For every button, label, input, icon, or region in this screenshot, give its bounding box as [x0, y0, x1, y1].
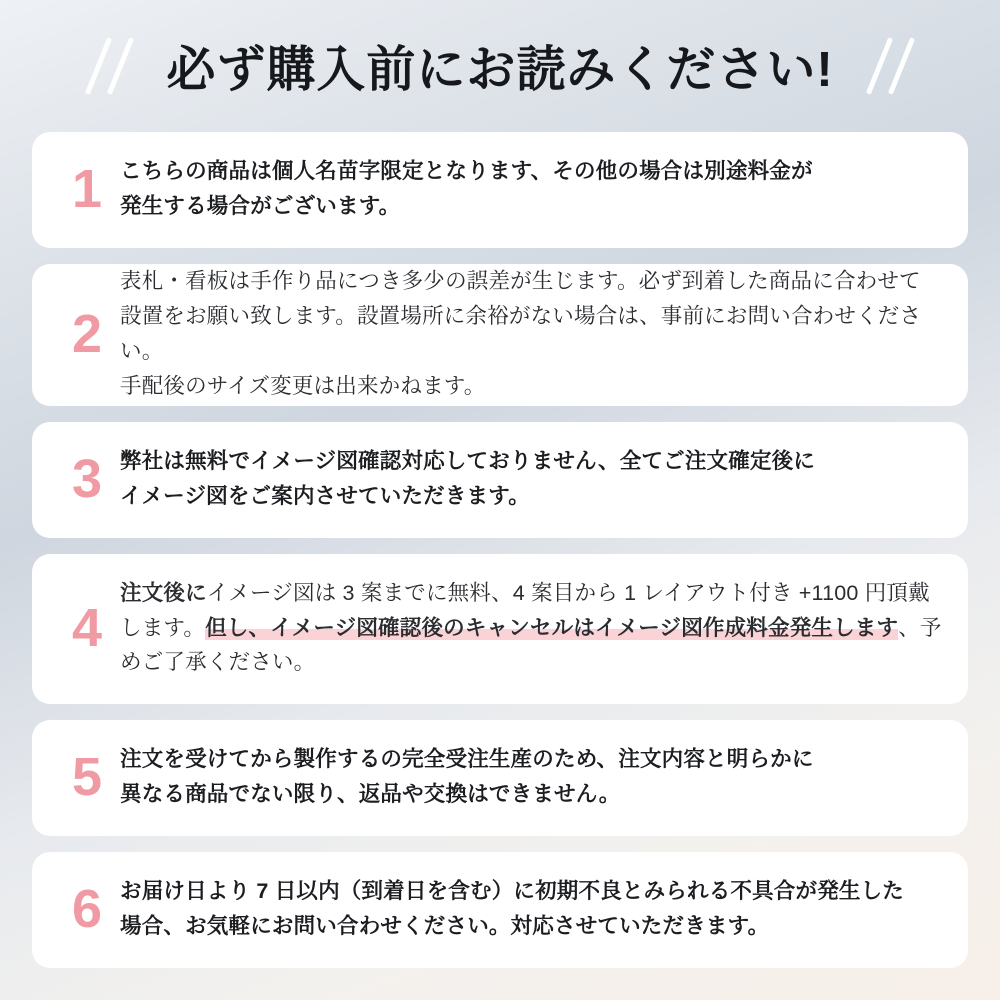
item-number: 4: [71, 598, 103, 658]
page-header: [0, 0, 1000, 132]
notice-list: [0, 132, 1000, 968]
header-inner: [0, 31, 1000, 101]
slash-decoration-icon: [866, 37, 893, 95]
item-number: 5: [71, 747, 103, 807]
item-text-line: イメージ図をご案内させていただきます。: [120, 484, 530, 508]
item-text: [120, 154, 813, 224]
item-text-line: 手配後のサイズ変更は出来かねます。: [120, 373, 486, 398]
slash-decoration-icon: [888, 37, 915, 95]
item-number: 1: [71, 159, 103, 219]
item-text: [120, 576, 942, 680]
item-text-line: こちらの商品は個人名苗字限定となります、その他の場合は別途料金が: [120, 159, 813, 184]
item-text-segment: イメージ図は 3 案までに無料、4 案目から 1 レイアウト付き +1100 円頂戴します。: [120, 580, 930, 640]
item-text-line: 場合、お気軽にお問い合わせください。対応させていただきます。: [120, 914, 770, 938]
item-text-line: 異なる商品でない限り、返品や交換はできません。: [120, 782, 621, 806]
item-text: [120, 264, 942, 403]
item-text-line: 注文を受けてから製作するの完全受注生産のため、注文内容と明らかに: [120, 747, 814, 772]
item-text-line: 発生する場合がございます。: [120, 194, 401, 218]
item-text-segment: 注文後に: [120, 580, 207, 605]
item-text-line: 弊社は無料でイメージ図確認対応しておりません、全てご注文確定後に: [120, 449, 816, 474]
item-text-line: お届け日より 7 日以内（到着日を含む）に初期不良とみられる不具合が発生した: [120, 879, 905, 904]
item-text-line: 設置をお願い致します。設置場所に余裕がない場合は、事前にお問い合わせください。: [120, 304, 922, 363]
list-item: [32, 422, 968, 538]
item-text: [120, 444, 815, 514]
item-number: 6: [71, 879, 103, 939]
item-text: [120, 874, 904, 944]
list-item: [32, 264, 968, 406]
item-text-line: 表札・看板は手作り品につき多少の誤差が生じます。必ず到着した商品に合わせて: [120, 269, 921, 294]
item-number: 2: [71, 304, 103, 364]
item-number: 3: [71, 449, 103, 509]
list-item: [32, 132, 968, 248]
slash-decoration-icon: [107, 37, 134, 95]
item-text-segment-highlighted: 但し、イメージ図確認後のキャンセルはイメージ図作成料金発生します: [205, 615, 899, 640]
list-item: [32, 554, 968, 704]
item-text-segment: 、予めご了承ください。: [120, 615, 942, 675]
list-item: [32, 720, 968, 836]
list-item: [32, 852, 968, 968]
slash-decoration-icon: [85, 37, 112, 95]
item-text: [120, 742, 814, 812]
page-title: 必ず購入前にお読みください!: [166, 43, 834, 97]
